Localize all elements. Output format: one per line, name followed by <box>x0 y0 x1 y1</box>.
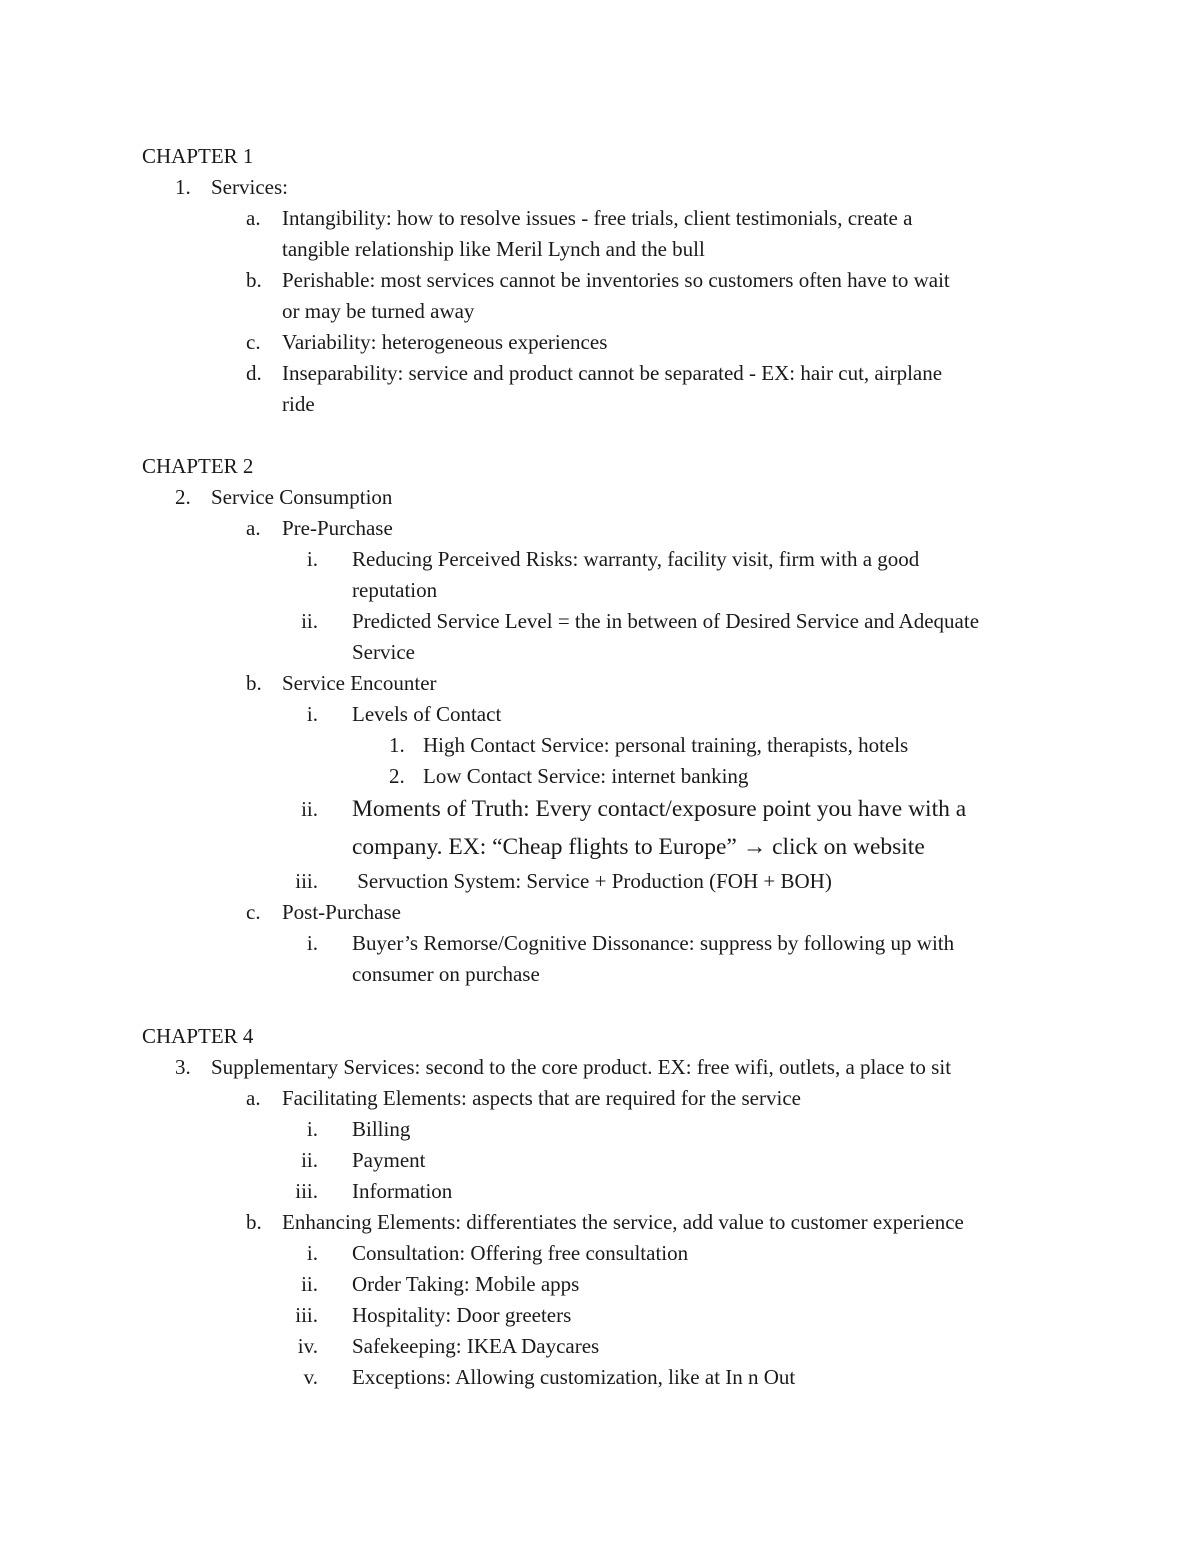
list-item-text: Billing <box>352 1117 411 1141</box>
list-marker: iv. <box>297 1334 318 1358</box>
list-item-title: Enhancing Elements: differentiates the service, add value to customer experience <box>282 1210 964 1234</box>
list-marker: c. <box>246 330 261 354</box>
list-item-text: Buyer’s Remorse/Cognitive Dissonance: suppress by following up with <box>352 931 955 955</box>
list-item-text: Order Taking: Mobile apps <box>352 1272 580 1296</box>
list-marker: 1. <box>389 733 405 757</box>
chapter-heading: CHAPTER 4 <box>142 1024 254 1048</box>
list-marker: ii. <box>301 797 318 821</box>
list-item-text: ride <box>282 392 315 416</box>
list-marker: a. <box>246 1086 261 1110</box>
list-marker: i. <box>306 702 318 726</box>
chapter-heading: CHAPTER 2 <box>142 454 254 478</box>
list-item-text: Moments of Truth: Every contact/exposure point you have with a <box>352 796 967 822</box>
list-item-text: Variability: heterogeneous experiences <box>282 330 608 354</box>
list-item-text: Exceptions: Allowing customization, like at In n Out <box>352 1365 796 1389</box>
list-marker: i. <box>306 547 318 571</box>
list-marker: iii. <box>295 1303 318 1327</box>
list-item-text: High Contact Service: personal training, therapists, hotels <box>423 733 909 757</box>
list-item-title: Pre-Purchase <box>282 516 393 540</box>
list-marker: iii. <box>295 869 318 893</box>
list-item-text: Reducing Perceived Risks: warranty, facility visit, firm with a good <box>352 547 920 571</box>
list-marker: a. <box>246 206 261 230</box>
list-item-text: Safekeeping: IKEA Daycares <box>352 1334 600 1358</box>
list-item-title: Post-Purchase <box>282 900 401 924</box>
list-marker: 3. <box>175 1055 191 1079</box>
list-item-text: Intangibility: how to resolve issues - free trials, client testimonials, create a <box>282 206 913 230</box>
list-marker: c. <box>246 900 261 924</box>
list-item-title: Facilitating Elements: aspects that are required for the service <box>282 1086 801 1110</box>
list-marker: i. <box>306 931 318 955</box>
list-item-text: Low Contact Service: internet banking <box>423 764 749 788</box>
list-item-text: Consultation: Offering free consultation <box>352 1241 689 1265</box>
list-marker: b. <box>246 671 262 695</box>
list-marker: ii. <box>301 1148 318 1172</box>
list-marker: b. <box>246 1210 262 1234</box>
list-marker: iii. <box>295 1179 318 1203</box>
list-item-text: Hospitality: Door greeters <box>352 1303 572 1327</box>
list-item-text: Inseparability: service and product cannot be separated - EX: hair cut, airplane <box>282 361 943 385</box>
list-marker: 2. <box>389 764 405 788</box>
chapter-heading: CHAPTER 1 <box>142 144 254 168</box>
list-item-text: tangible relationship like Meril Lynch and the bull <box>282 237 705 261</box>
list-marker: v. <box>303 1365 318 1389</box>
list-item-text: Information <box>352 1179 453 1203</box>
list-marker: 1. <box>175 175 191 199</box>
list-marker: ii. <box>301 609 318 633</box>
list-item-text: reputation <box>352 578 438 602</box>
list-marker: b. <box>246 268 262 292</box>
list-item-text: Predicted Service Level = the in between of Desired Service and Adequate <box>352 609 980 633</box>
list-marker: a. <box>246 516 261 540</box>
list-item-text: Servuction System: Service + Production (FOH + BOH) <box>352 869 832 893</box>
list-item-text: Payment <box>352 1148 426 1172</box>
list-item-text: consumer on purchase <box>352 962 540 986</box>
list-marker: 2. <box>175 485 191 509</box>
list-marker: d. <box>246 361 262 385</box>
list-item-text: Perishable: most services cannot be inventories so customers often have to wait <box>282 268 950 292</box>
list-item-text: company. EX: “Cheap flights to Europe” → click on website <box>352 834 925 860</box>
list-marker: i. <box>306 1117 318 1141</box>
list-item-title: Service Encounter <box>282 671 437 695</box>
list-item-title: Services: <box>211 175 288 199</box>
list-marker: i. <box>306 1241 318 1265</box>
list-item-title: Service Consumption <box>211 485 393 509</box>
list-marker: ii. <box>301 1272 318 1296</box>
list-item-title: Supplementary Services: second to the core product. EX: free wifi, outlets, a place to sit <box>211 1055 952 1079</box>
list-item-text: or may be turned away <box>282 299 475 323</box>
list-item-text: Service <box>352 640 415 664</box>
list-item-title: Levels of Contact <box>352 702 502 726</box>
